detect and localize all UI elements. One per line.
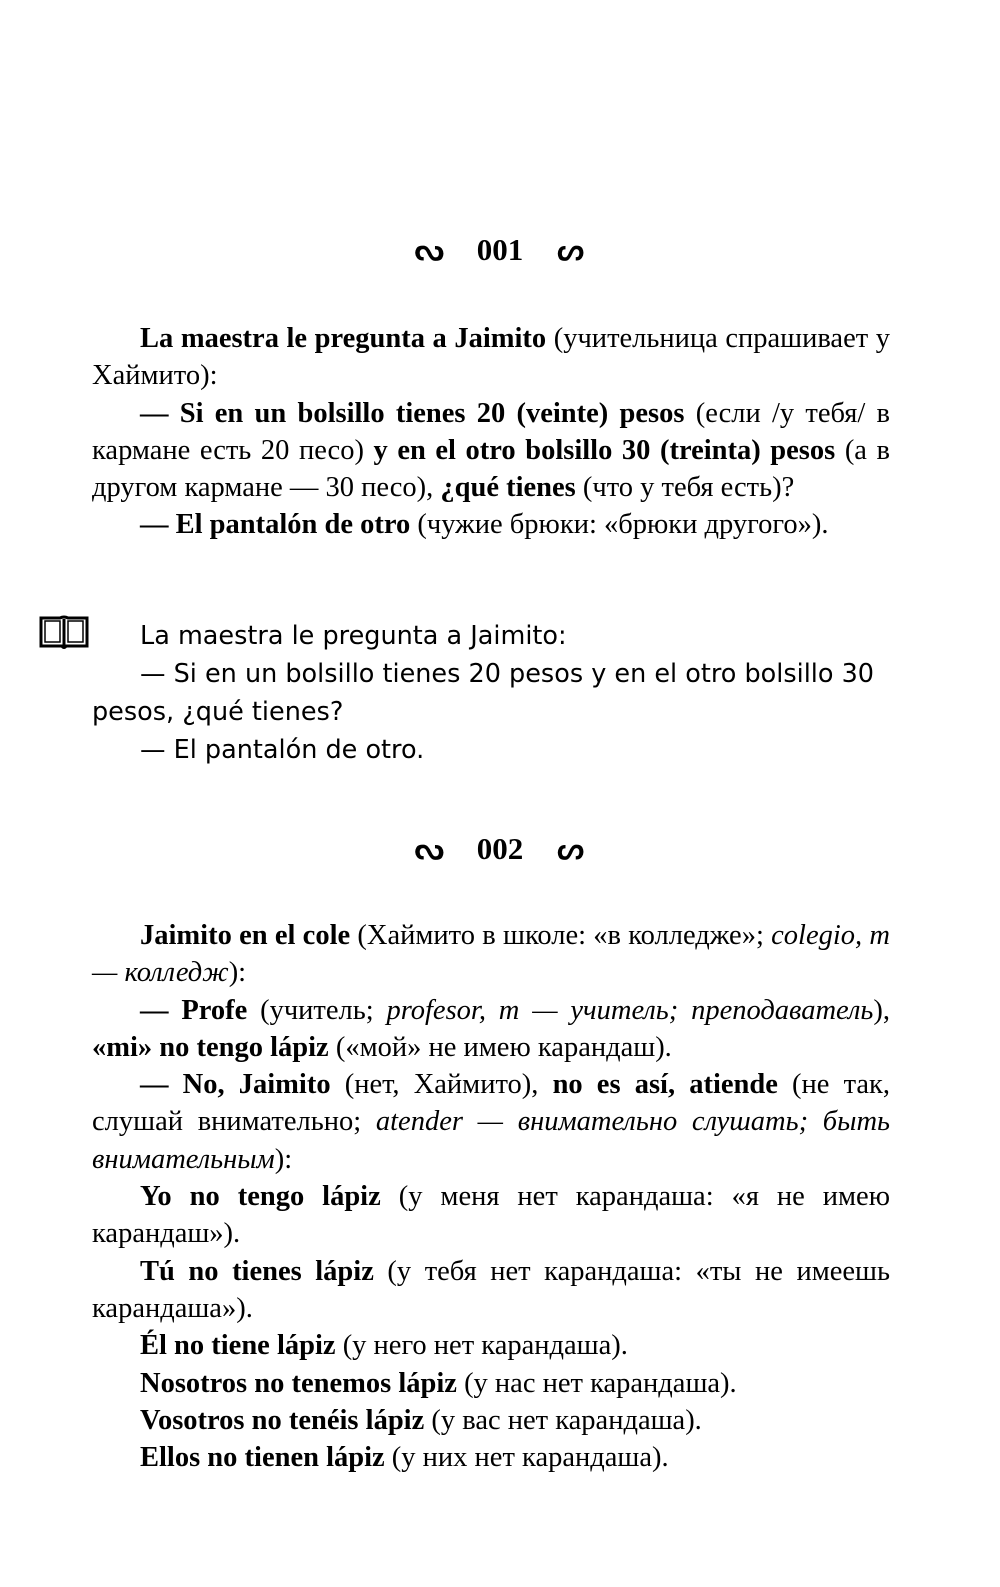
paragraph: — Si en un bolsillo tienes 20 pesos y en el otro bolsillo 30 pesos, ¿qué tienes?	[92, 659, 875, 727]
section-number: 002	[476, 831, 524, 866]
spanish-phrase: no es así, atiende	[552, 1069, 778, 1101]
vocabulary-note: atender — внимательно слушать; быть внимательным	[92, 1106, 890, 1175]
spanish-phrase: y en el otro bolsillo 30 (treinta) pesos	[373, 434, 836, 466]
paragraph: — El pantalón de otro.	[140, 735, 425, 765]
spanish-phrase: Yo no tengo lápiz	[140, 1181, 381, 1213]
paragraph	[92, 1066, 890, 1178]
translation: (у тебя нет карандаша: «ты не имеешь карандаша»).	[92, 1255, 890, 1324]
spanish-phrase: — El pantalón de otro	[140, 509, 411, 541]
paragraph	[92, 1439, 890, 1476]
open-book-icon	[38, 614, 90, 650]
translation: (что у тебя есть)?	[575, 472, 795, 504]
spanish-phrase: — No, Jaimito	[140, 1069, 331, 1101]
translation: (нет, Хаймито),	[330, 1069, 553, 1101]
translation: (не так, слушай внимательно;	[92, 1069, 890, 1138]
spanish-phrase: Vosotros no tenéis lápiz	[140, 1404, 425, 1436]
vocabulary-note: profesor, m — учитель; преподаватель	[386, 994, 874, 1026]
paragraph	[92, 917, 890, 992]
paragraph	[92, 506, 890, 543]
spanish-phrase: — Profe	[140, 994, 248, 1026]
story-001-plain	[92, 617, 890, 769]
spanish-phrase: La maestra le pregunta a Jaimito	[140, 323, 547, 354]
spanish-phrase: Ellos no tienen lápiz	[140, 1442, 385, 1474]
paragraph	[92, 1253, 890, 1328]
translation: (учительница спрашивает у Хаймито):	[92, 323, 891, 392]
translation: («мой» не имею карандаш).	[328, 1031, 672, 1063]
translation: (если /у тебя/ в кармане есть 20 песо)	[92, 397, 890, 466]
paragraph: La maestra le pregunta a Jaimito:	[140, 621, 567, 651]
translation: (у нас нет карандаша).	[456, 1367, 737, 1399]
section-heading-001	[0, 232, 1000, 268]
section-number: 001	[476, 232, 524, 267]
spanish-phrase: Tú no tienes lápiz	[140, 1255, 374, 1287]
section-heading-002	[0, 831, 1000, 867]
paragraph	[92, 1402, 890, 1439]
story-001-annotated	[92, 320, 890, 544]
translation: (а в другом кармане — 30 песо),	[92, 434, 890, 504]
translation: (у него нет карандаша).	[335, 1330, 628, 1362]
translation: ):	[274, 1143, 293, 1175]
paragraph	[92, 395, 890, 507]
ornament-left-icon: ᔓ	[414, 234, 445, 267]
translation: (у меня нет карандаша: «я не имею карандаш»).	[92, 1181, 890, 1250]
ornament-right-icon: ᔕ	[557, 234, 584, 267]
translation: (Хаймито в школе: «в колледже»;	[350, 920, 772, 951]
paragraph	[92, 1327, 890, 1364]
paragraph	[92, 992, 890, 1067]
paragraph	[92, 1365, 890, 1402]
translation: (у них нет карандаша).	[384, 1442, 669, 1474]
translation: ):	[228, 957, 247, 989]
spanish-phrase: ¿qué tienes	[440, 472, 576, 504]
spanish-phrase: Nosotros no tenemos lápiz	[140, 1367, 457, 1399]
translation: (учитель;	[247, 994, 387, 1026]
spanish-phrase: «mi» no tengo lápiz	[92, 1031, 329, 1063]
story-002-annotated	[92, 917, 890, 1476]
paragraph	[92, 320, 890, 395]
ornament-right-icon: ᔕ	[557, 833, 584, 866]
translation: ),	[873, 994, 890, 1026]
paragraph	[92, 1178, 890, 1253]
translation: (у вас нет карандаша).	[424, 1404, 702, 1436]
spanish-phrase: — Si en un bolsillo tienes 20 (veinte) pesos	[140, 397, 685, 429]
ornament-left-icon: ᔓ	[414, 833, 445, 866]
spanish-phrase: Él no tiene lápiz	[140, 1330, 336, 1362]
spanish-phrase: Jaimito en el cole	[140, 920, 351, 951]
translation: (чужие брюки: «брюки другого»).	[410, 509, 829, 541]
vocabulary-note: colegio, m — колледж	[92, 920, 890, 989]
